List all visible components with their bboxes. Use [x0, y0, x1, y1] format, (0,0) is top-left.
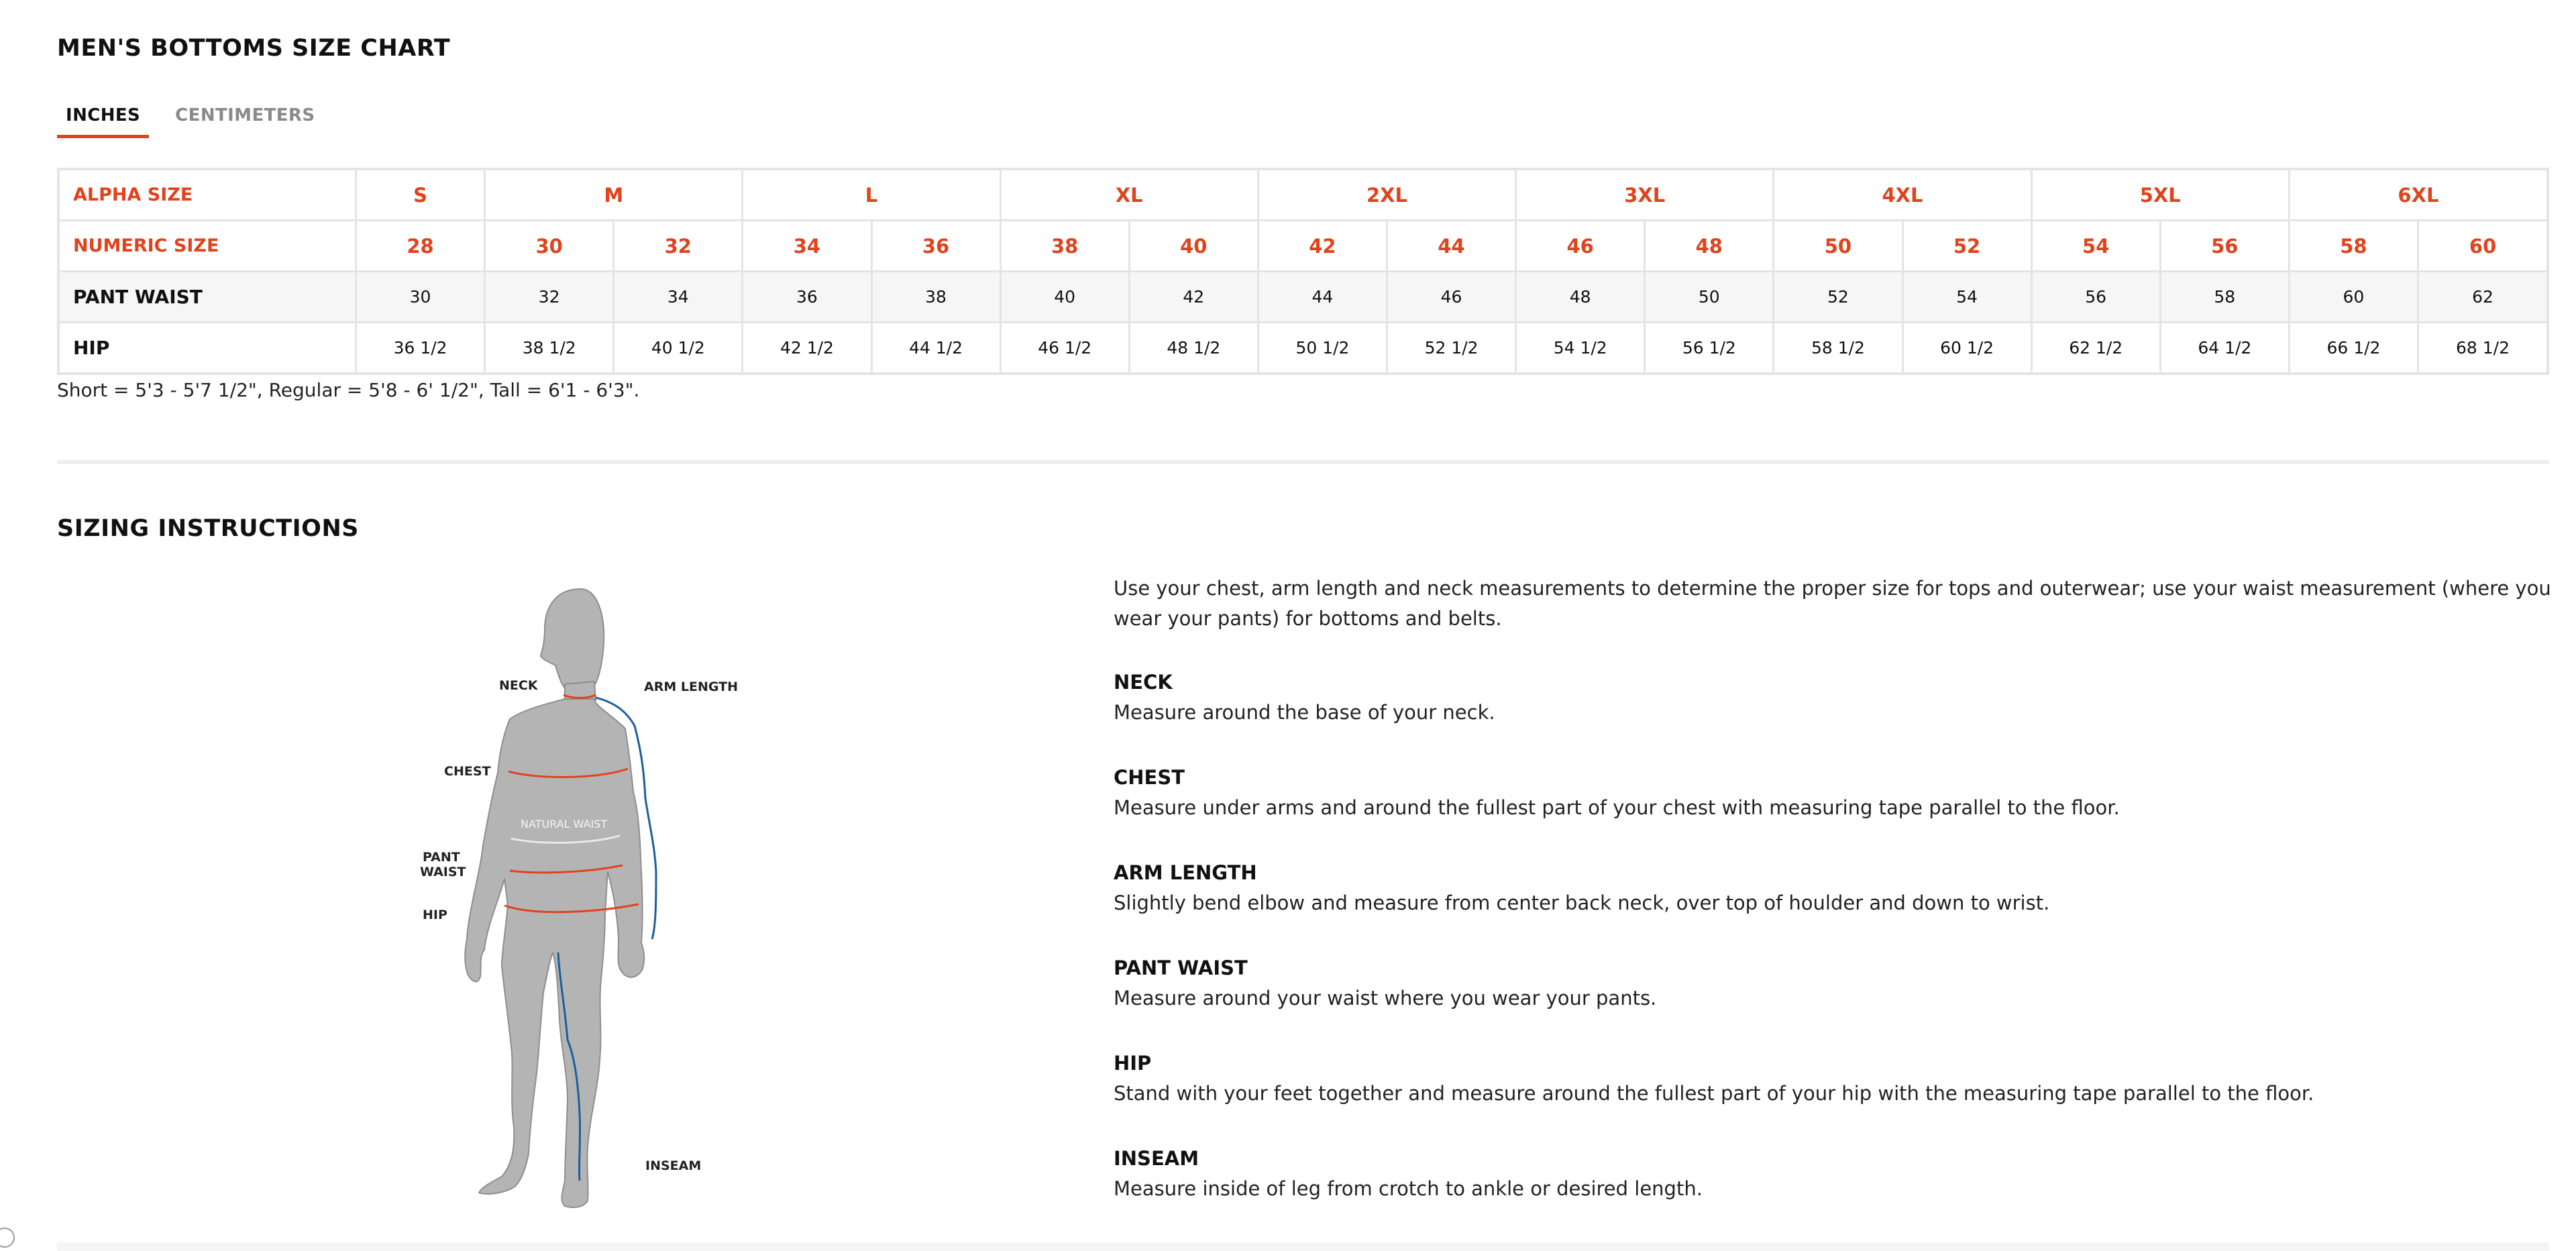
instruction-chest [1114, 763, 2556, 823]
alpha-size-cell: 6XL [2289, 169, 2548, 221]
hip-cell: 62 1/2 [2031, 323, 2160, 374]
alpha-size-label: ALPHA SIZE [58, 169, 356, 221]
pant-waist-label: PANT WAIST [58, 272, 356, 323]
instruction-text: Stand with your feet together and measure around the fullest part of your hip with the measuring tape parallel to the floor. [1114, 1082, 2314, 1105]
hip-cell: 50 1/2 [1258, 323, 1387, 374]
hip-cell: 64 1/2 [2160, 323, 2289, 374]
pant-waist-cell: 52 [1774, 272, 1902, 323]
instruction-hip [1114, 1048, 2556, 1109]
instruction-heading: CHEST [1114, 766, 1185, 789]
numeric-size-cell: 36 [871, 221, 1000, 272]
hip-cell: 38 1/2 [485, 323, 614, 374]
numeric-size-cell: 34 [743, 221, 871, 272]
unit-tabs [57, 101, 323, 138]
alpha-size-cell: 2XL [1258, 169, 1515, 221]
numeric-size-cell: 54 [2031, 221, 2160, 272]
instruction-heading: INSEAM [1114, 1147, 1199, 1170]
instruction-heading: PANT WAIST [1114, 957, 1248, 979]
hip-cell: 44 1/2 [871, 323, 1000, 374]
numeric-size-cell: 48 [1645, 221, 1774, 272]
numeric-size-cell: 50 [1774, 221, 1902, 272]
body-silhouette [465, 589, 644, 1207]
pant-label: PANT [423, 850, 460, 865]
alpha-size-cell: 4XL [1774, 169, 2031, 221]
hip-cell: 48 1/2 [1129, 323, 1258, 374]
pant-waist-cell: 30 [356, 272, 485, 323]
hip-cell: 40 1/2 [614, 323, 743, 374]
pant-waist-cell: 32 [485, 272, 614, 323]
instruction-inseam [1114, 1144, 2556, 1204]
instruction-text: Measure under arms and around the fullest part of your chest with measuring tape parallel to the floor. [1114, 796, 2120, 819]
hip-figure-label: HIP [423, 908, 447, 922]
footer-strip [57, 1242, 2549, 1251]
chest-label: CHEST [444, 764, 491, 779]
waist-label: WAIST [420, 865, 466, 879]
sizing-instructions-title: SIZING INSTRUCTIONS [57, 515, 359, 542]
numeric-size-cell: 44 [1387, 221, 1516, 272]
neck-label: NECK [499, 678, 538, 693]
numeric-size-cell: 38 [1000, 221, 1129, 272]
pant-waist-cell: 50 [1645, 272, 1774, 323]
pant-waist-cell: 60 [2289, 272, 2418, 323]
inseam-length-note: Short = 5'3 - 5'7 1/2", Regular = 5'8 - 6' 1/2", Tall = 6'1 - 6'3". [57, 379, 640, 401]
accessibility-icon[interactable] [0, 1228, 15, 1248]
pant-waist-cell: 36 [743, 272, 871, 323]
hip-cell: 60 1/2 [1902, 323, 2031, 374]
hip-cell: 54 1/2 [1516, 323, 1645, 374]
numeric-size-cell: 40 [1129, 221, 1258, 272]
numeric-size-cell: 56 [2160, 221, 2289, 272]
alpha-size-row [58, 169, 2548, 221]
alpha-size-cell: S [356, 169, 485, 221]
section-divider [57, 460, 2549, 464]
pant-waist-cell: 42 [1129, 272, 1258, 323]
natural-waist-label: NATURAL WAIST [521, 818, 608, 830]
arm-length-label: ARM LENGTH [644, 679, 738, 694]
hip-cell: 58 1/2 [1774, 323, 1902, 374]
instruction-text: Measure inside of leg from crotch to ankle or desired length. [1114, 1177, 1703, 1200]
alpha-size-cell: 3XL [1516, 169, 1774, 221]
numeric-size-cell: 60 [2418, 221, 2548, 272]
hip-cell: 52 1/2 [1387, 323, 1516, 374]
pant-waist-cell: 44 [1258, 272, 1387, 323]
pant-waist-cell: 54 [1902, 272, 2031, 323]
numeric-size-cell: 52 [1902, 221, 2031, 272]
numeric-size-cell: 32 [614, 221, 743, 272]
hip-cell: 42 1/2 [743, 323, 871, 374]
pant-waist-cell: 38 [871, 272, 1000, 323]
tab-centimeters[interactable]: CENTIMETERS [175, 105, 315, 125]
pant-waist-cell: 62 [2418, 272, 2548, 323]
instruction-text: Measure around your waist where you wear your pants. [1114, 987, 1657, 1010]
size-table [57, 168, 2549, 375]
body-diagram [389, 577, 765, 1248]
numeric-size-cell: 28 [356, 221, 485, 272]
pant-waist-row [58, 272, 2548, 323]
alpha-size-cell: XL [1000, 169, 1258, 221]
hip-label: HIP [58, 323, 356, 374]
hip-row [58, 323, 2548, 374]
instruction-arm-length [1114, 858, 2556, 918]
instruction-pant-waist [1114, 953, 2556, 1014]
numeric-size-cell: 46 [1516, 221, 1645, 272]
numeric-size-row [58, 221, 2548, 272]
sizing-intro: Use your chest, arm length and neck measurements to determine the proper size for tops and outerwear; use your waist measurement (where you wear your pants) for bottoms and belts. [1114, 577, 2551, 630]
pant-waist-cell: 58 [2160, 272, 2289, 323]
pant-waist-cell: 48 [1516, 272, 1645, 323]
alpha-size-cell: 5XL [2031, 169, 2289, 221]
numeric-size-label: NUMERIC SIZE [58, 221, 356, 272]
numeric-size-cell: 30 [485, 221, 614, 272]
hip-cell: 68 1/2 [2418, 323, 2548, 374]
alpha-size-cell: M [485, 169, 743, 221]
numeric-size-cell: 42 [1258, 221, 1387, 272]
pant-waist-cell: 40 [1000, 272, 1129, 323]
instruction-heading: NECK [1114, 671, 1173, 694]
instruction-text: Slightly bend elbow and measure from center back neck, over top of houlder and down to wrist. [1114, 891, 2050, 914]
hip-cell: 66 1/2 [2289, 323, 2418, 374]
pant-waist-cell: 56 [2031, 272, 2160, 323]
tab-inches[interactable]: INCHES [57, 101, 149, 138]
inseam-label: INSEAM [645, 1158, 702, 1173]
instruction-heading: HIP [1114, 1052, 1152, 1075]
instruction-heading: ARM LENGTH [1114, 861, 1257, 884]
pant-waist-cell: 34 [614, 272, 743, 323]
pant-waist-cell: 46 [1387, 272, 1516, 323]
numeric-size-cell: 58 [2289, 221, 2418, 272]
alpha-size-cell: L [743, 169, 1000, 221]
instruction-text: Measure around the base of your neck. [1114, 701, 1495, 724]
measurement-figure [389, 577, 765, 1248]
page-title: MEN'S BOTTOMS SIZE CHART [57, 35, 451, 62]
instruction-neck [1114, 667, 2556, 728]
hip-cell: 56 1/2 [1645, 323, 1774, 374]
hip-cell: 36 1/2 [356, 323, 485, 374]
hip-cell: 46 1/2 [1000, 323, 1129, 374]
